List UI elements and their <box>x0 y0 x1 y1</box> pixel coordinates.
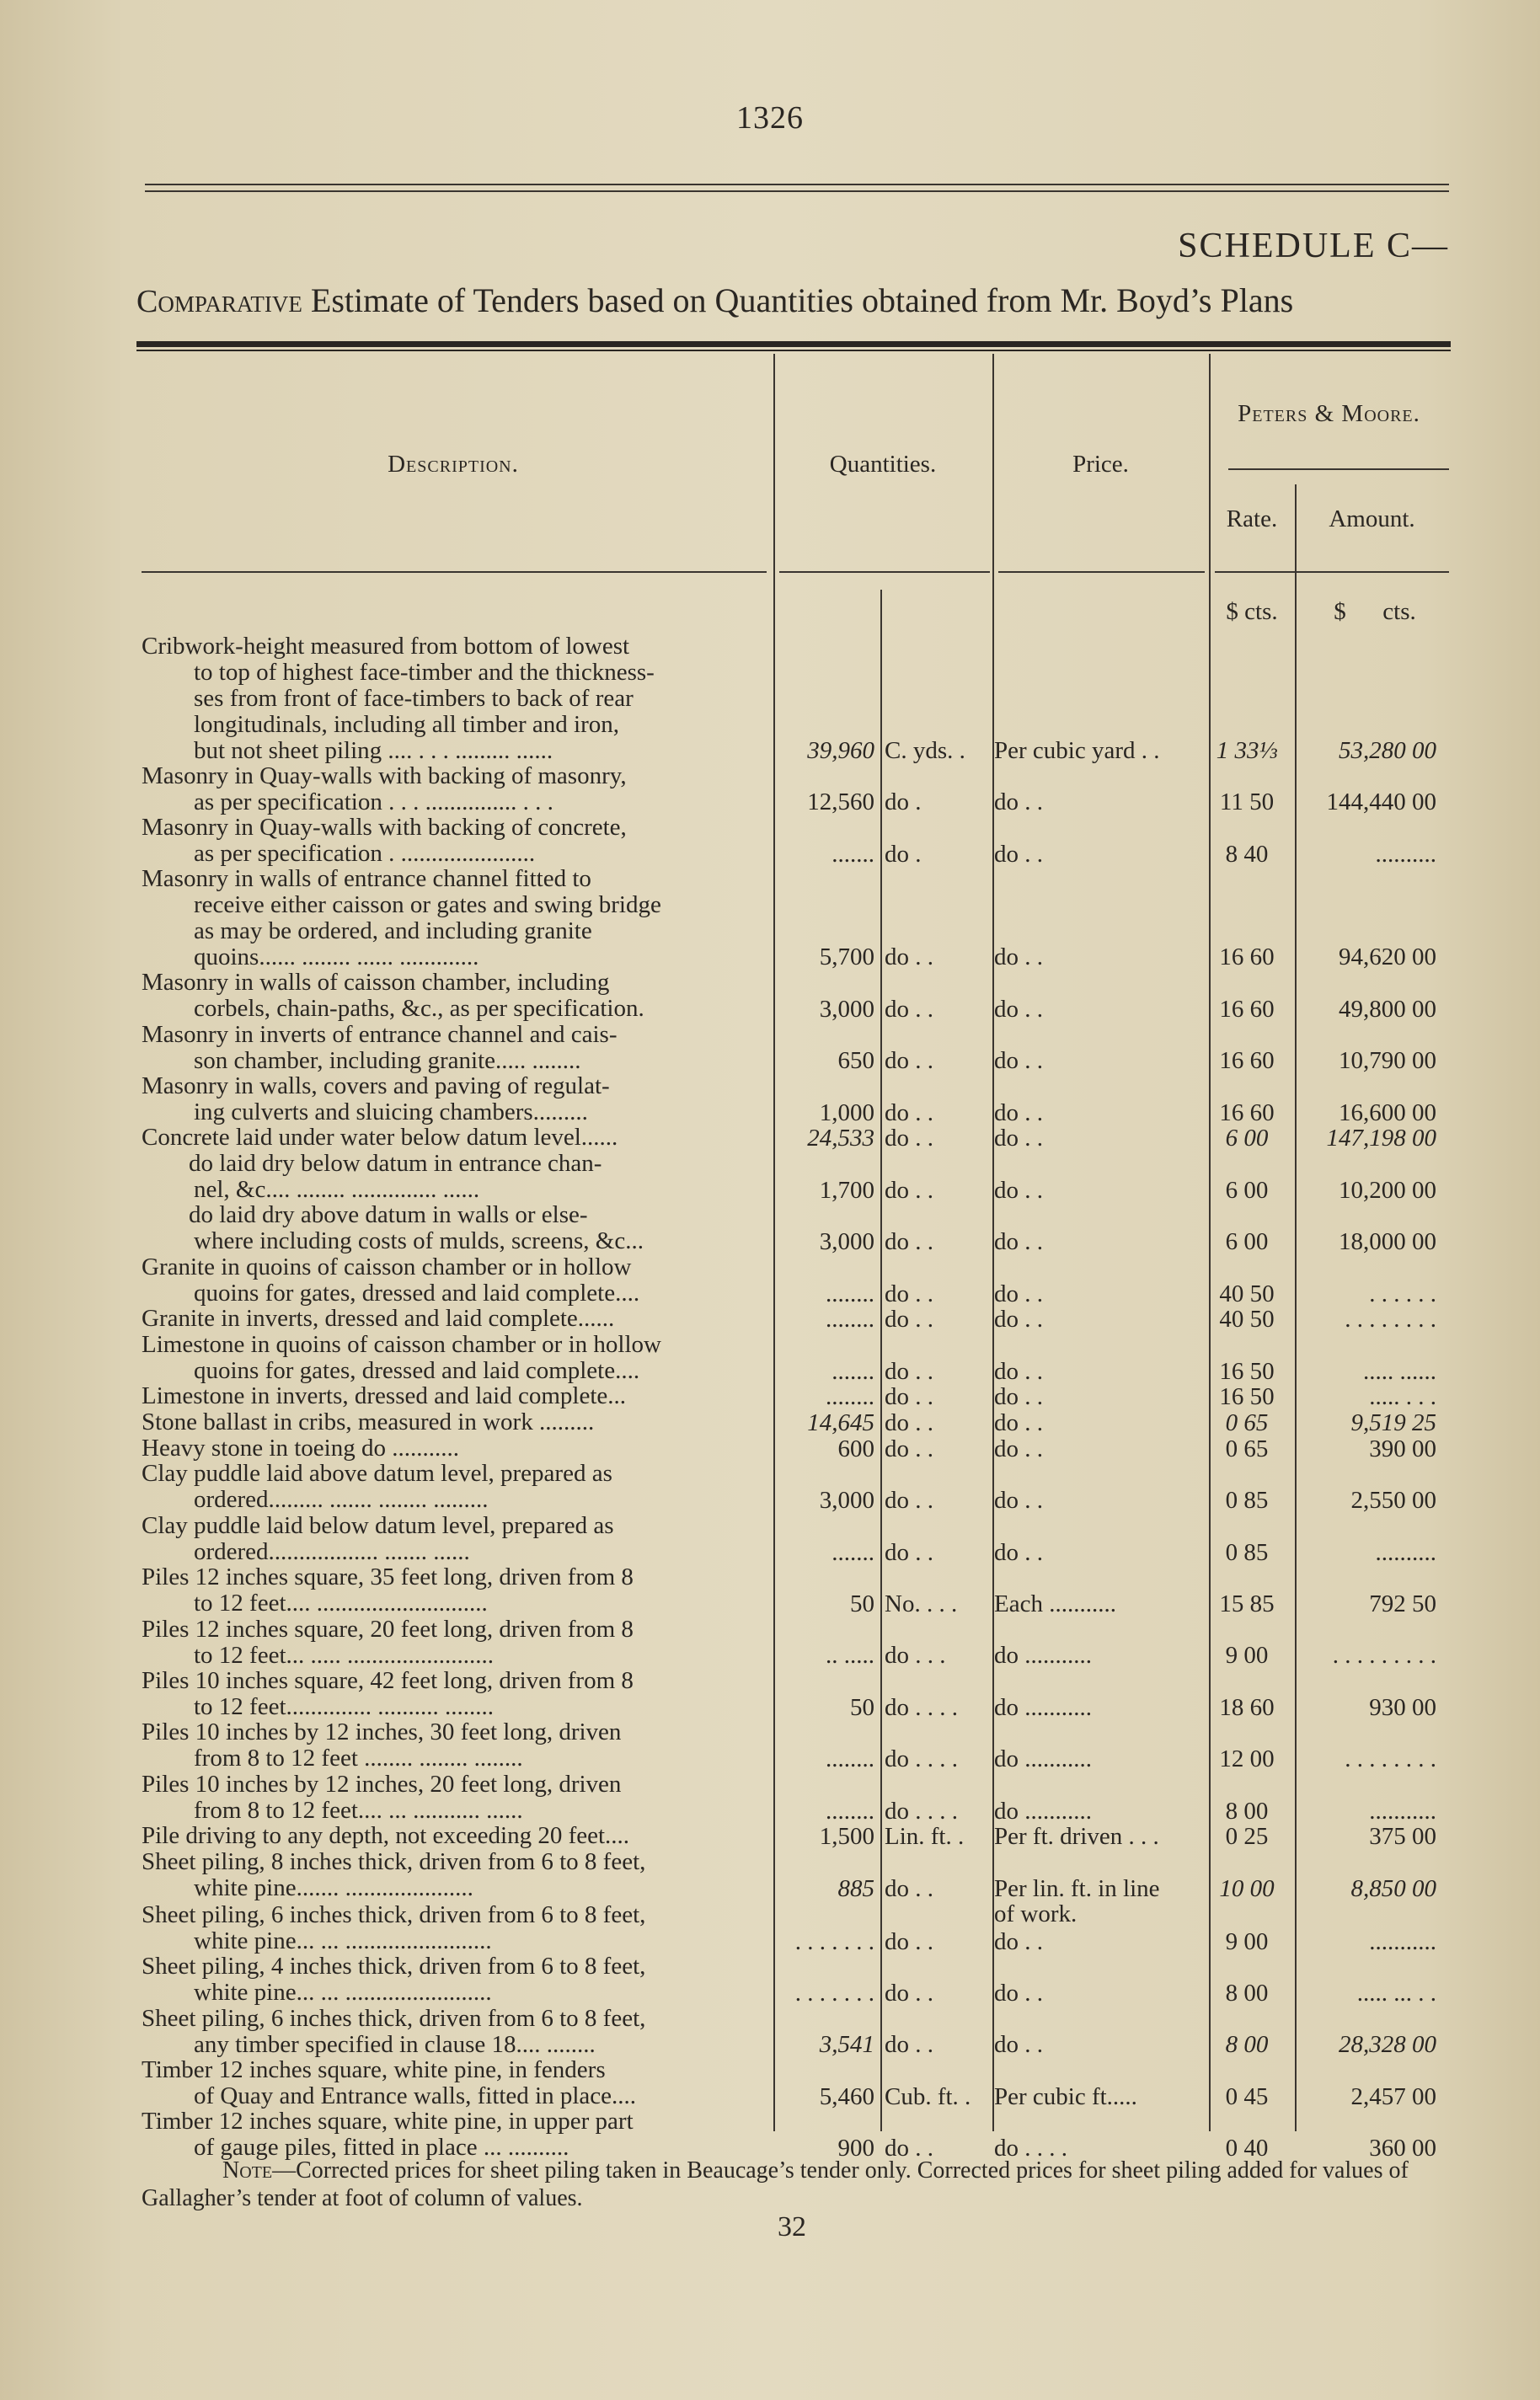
description-line: to 12 feet.............. .......... ........ <box>194 1694 495 1720</box>
rate-value: 8 00 <box>1225 2031 1269 2059</box>
description-line: Masonry in walls of entrance channel fitted to <box>142 866 591 893</box>
amount-value: 28,328 00 <box>1339 2031 1436 2059</box>
schedule-title: SCHEDULE C— <box>1178 227 1449 265</box>
row-description <box>142 1125 765 1151</box>
description-line: as may be ordered, and including granite <box>194 918 592 945</box>
rate-value: 18 60 <box>1219 1693 1275 1721</box>
amount-value: 94,620 00 <box>1339 943 1436 971</box>
rate-value: 0 65 <box>1225 1435 1269 1462</box>
description-line: white pine... ... ........................ <box>194 1927 492 1954</box>
quantity-value: 600 <box>837 1435 874 1462</box>
rate-value: 0 45 <box>1225 2082 1269 2110</box>
description-line: Sheet piling, 6 inches thick, driven from 6 to 8 feet, <box>142 1901 646 1928</box>
description-line: Stone ballast in cribs, measured in work ......... <box>142 1409 595 1435</box>
header-bottom-rule-firm <box>1215 571 1449 573</box>
rate-value: 16 50 <box>1219 1357 1275 1385</box>
description-line: ing culverts and sluicing chambers......... <box>194 1098 588 1125</box>
description-line: Piles 12 inches square, 20 feet long, driven from 8 <box>142 1616 634 1643</box>
quantity-unit: do . . <box>885 1538 933 1566</box>
header-firm: Peters & Moore. <box>1238 400 1420 427</box>
quantity-unit: do . . <box>885 2135 933 2162</box>
amount-value: 792 50 <box>1369 1590 1436 1617</box>
quantity-unit: do . . <box>885 1435 933 1462</box>
description-line: of Quay and Entrance walls, fitted in place.... <box>194 2083 637 2110</box>
header-description: Description. <box>388 451 519 478</box>
quantity-value: 900 <box>837 2135 874 2162</box>
price-basis-cont: of work. <box>994 1900 1077 1928</box>
quantity-unit: do . . . <box>885 1642 946 1670</box>
rate-value: 12 00 <box>1219 1745 1275 1773</box>
amount-value: . . . . . . . . <box>1345 1306 1436 1334</box>
description-line: longitudinals, including all timber and iron, <box>194 712 620 738</box>
amount-value: 8,850 00 <box>1350 1874 1436 1902</box>
description-line: Clay puddle laid below datum level, prepared as <box>142 1512 614 1539</box>
description-line: quoins...... ........ ...... ............. <box>194 944 479 971</box>
row-description <box>142 1073 765 1125</box>
subtitle-lead: Comparative <box>136 284 302 319</box>
amount-value: 930 00 <box>1369 1693 1436 1721</box>
price-basis: do . . <box>994 1176 1043 1204</box>
header-price: Price. <box>1072 451 1129 478</box>
row-description <box>142 1409 765 1435</box>
price-basis: do ........... <box>994 1642 1092 1670</box>
description-line: Sheet piling, 8 inches thick, driven from 6 to 8 feet, <box>142 1848 646 1875</box>
rate-value: 11 50 <box>1219 788 1275 816</box>
header-thin-rule <box>136 350 1451 351</box>
price-basis: do . . <box>994 1280 1043 1307</box>
rate-value: 6 00 <box>1225 1176 1269 1204</box>
quantity-unit: do . . <box>885 1280 933 1307</box>
subtitle-text: Estimate of Tenders based on Quantities obtained from Mr. Boyd’s Plans <box>310 281 1294 319</box>
price-basis: do ........... <box>994 1745 1092 1773</box>
description-line: ses from front of face-timbers to back of rear <box>194 686 634 712</box>
quantity-value: . . . . . . . <box>794 1979 874 2007</box>
description-line: Granite in quoins of caisson chamber or in hollow <box>142 1253 632 1280</box>
quantity-unit: do . <box>885 788 922 816</box>
description-line: corbels, chain-paths, &c., as per specification. <box>194 996 644 1023</box>
quantity-value: ....... <box>831 1538 874 1566</box>
description-line: white pine....... ..................... <box>194 1874 473 1901</box>
description-line: any timber specified in clause 18.... ........ <box>194 2031 596 2058</box>
price-basis: do . . <box>994 1098 1043 1126</box>
header-rate: Rate. <box>1226 505 1278 532</box>
description-line: Limestone in inverts, dressed and laid complete... <box>142 1383 627 1410</box>
quantity-value: 50 <box>850 1693 874 1721</box>
rate-value: 8 40 <box>1225 840 1269 868</box>
rate-value: 0 40 <box>1225 2135 1269 2162</box>
quantity-value: 885 <box>837 1874 874 1902</box>
description-line: Concrete laid under water below datum level...... <box>142 1125 618 1152</box>
description-line: Heavy stone in toeing do ........... <box>142 1435 459 1462</box>
row-description <box>142 1254 765 1307</box>
quantity-value: ....... <box>831 840 874 868</box>
description-line: Piles 10 inches by 12 inches, 30 feet long, driven <box>142 1719 622 1746</box>
description-line: Granite in inverts, dressed and laid complete...... <box>142 1306 615 1333</box>
price-basis: do . . . . <box>994 2135 1067 2162</box>
signature-number: 32 <box>778 2211 806 2242</box>
row-description <box>142 763 765 815</box>
row-description <box>142 1202 765 1254</box>
description-line: Piles 12 inches square, 35 feet long, driven from 8 <box>142 1564 634 1591</box>
description-line: nel, &c.... ........ .............. ...... <box>194 1177 480 1203</box>
header-bottom-rule-qty <box>779 571 990 573</box>
col-divider-quantity-unit <box>880 590 882 2131</box>
rate-value: 9 00 <box>1225 1642 1269 1670</box>
row-description <box>142 1772 765 1824</box>
rate-units: $ cts. <box>1226 598 1278 625</box>
price-basis: do . . <box>994 1435 1043 1462</box>
row-description <box>142 1332 765 1384</box>
quantity-value: 5,700 <box>819 943 874 971</box>
price-basis: do . . <box>994 1538 1043 1566</box>
rate-value: 1 33⅓ <box>1216 736 1278 764</box>
row-description <box>142 815 765 867</box>
row-description <box>142 1513 765 1565</box>
price-basis: do ........... <box>994 1797 1092 1825</box>
price-basis: do . . <box>994 1357 1043 1385</box>
header-amount: Amount. <box>1329 505 1415 532</box>
amount-value: 49,800 00 <box>1339 995 1436 1023</box>
rate-value: 16 60 <box>1219 943 1275 971</box>
row-description <box>142 1823 765 1849</box>
price-basis: do . . <box>994 1228 1043 1256</box>
quantity-unit: do . . <box>885 1874 933 1902</box>
amount-value: ........... <box>1369 1797 1436 1825</box>
description-line: Sheet piling, 6 inches thick, driven from 6 to 8 feet, <box>142 2005 646 2032</box>
quantity-unit: C. yds. . <box>885 736 965 764</box>
rate-value: 8 00 <box>1225 1979 1269 2007</box>
rate-value: 6 00 <box>1225 1228 1269 1256</box>
quantity-unit: do . . <box>885 943 933 971</box>
quantity-unit: do . . <box>885 1927 933 1955</box>
amount-value: 2,457 00 <box>1350 2082 1436 2110</box>
price-basis: do . . <box>994 2031 1043 2059</box>
top-rule-2 <box>145 190 1449 192</box>
row-description <box>142 2109 765 2161</box>
rate-value: 8 00 <box>1225 1797 1269 1825</box>
quantity-unit: do . . <box>885 1383 933 1411</box>
row-description <box>142 1435 765 1462</box>
description-line: son chamber, including granite..... ........ <box>194 1047 581 1074</box>
price-basis: do . . <box>994 1979 1043 2007</box>
quantity-value: 50 <box>850 1590 874 1617</box>
price-basis: do . . <box>994 1306 1043 1334</box>
row-description <box>142 1383 765 1409</box>
row-description <box>142 633 765 764</box>
description-line: to 12 feet.... ............................ <box>194 1590 488 1617</box>
description-line: Timber 12 inches square, white pine, in upper part <box>142 2109 634 2135</box>
quantity-value: 12,560 <box>807 788 874 816</box>
row-description <box>142 1719 765 1772</box>
quantity-unit: do . . <box>885 1047 933 1075</box>
quantity-value: ........ <box>826 1280 874 1307</box>
amount-value: . . . . . . <box>1369 1280 1436 1307</box>
row-description <box>142 1849 765 1901</box>
rate-value: 16 60 <box>1219 995 1275 1023</box>
description-line: to top of highest face-timber and the thickness- <box>194 660 655 686</box>
quantity-value: 1,000 <box>819 1098 874 1126</box>
footnote-text: —Corrected prices for sheet piling taken in Beaucage’s tender only. Corrected prices for sheet piling added for values of Gallagher’s tender at foot of column of values. <box>142 2157 1409 2211</box>
description-line: Masonry in walls of caisson chamber, including <box>142 970 610 997</box>
quantity-unit: Cub. ft. . <box>885 2082 971 2110</box>
quantity-value: 3,000 <box>819 995 874 1023</box>
description-line: where including costs of mulds, screens, &c... <box>194 1228 644 1255</box>
amount-value: ........... <box>1369 1927 1436 1955</box>
description-line: to 12 feet... ..... ........................ <box>194 1642 495 1669</box>
amount-value: 147,198 00 <box>1326 1125 1436 1152</box>
description-line: receive either caisson or gates and swing bridge <box>194 892 661 919</box>
description-line: Timber 12 inches square, white pine, in fenders <box>142 2057 606 2084</box>
rate-value: 10 00 <box>1219 1874 1275 1902</box>
price-basis: Per lin. ft. in line <box>994 1874 1160 1902</box>
rate-value: 0 65 <box>1225 1409 1269 1436</box>
row-description <box>142 1902 765 1954</box>
rate-value: 0 25 <box>1225 1823 1269 1851</box>
header-bottom-rule-desc <box>142 571 767 573</box>
quantity-value: ........ <box>826 1745 874 1773</box>
footnote <box>142 2157 1456 2212</box>
rate-value: 0 85 <box>1225 1487 1269 1515</box>
amount-value: 2,550 00 <box>1350 1487 1436 1515</box>
quantity-unit: do . . . . <box>885 1745 958 1773</box>
quantity-value: 650 <box>837 1047 874 1075</box>
description-line: from 8 to 12 feet ........ ........ ........ <box>194 1745 523 1772</box>
quantity-unit: do . . . . <box>885 1797 958 1825</box>
quantity-unit: do . . <box>885 1125 933 1152</box>
row-description <box>142 1151 765 1203</box>
description-line: do laid dry above datum in walls or else- <box>189 1202 588 1229</box>
quantity-value: 3,000 <box>819 1487 874 1515</box>
description-line: quoins for gates, dressed and laid complete.... <box>194 1357 640 1384</box>
rate-value: 40 50 <box>1219 1306 1275 1334</box>
rate-value: 6 00 <box>1225 1125 1269 1152</box>
price-basis: do . . <box>994 1047 1043 1075</box>
header-quantities: Quantities. <box>829 451 937 478</box>
quantity-value: ....... <box>831 1357 874 1385</box>
amount-value: ..... ...... <box>1363 1357 1436 1385</box>
description-line: Clay puddle laid above datum level, prepared as <box>142 1461 612 1488</box>
amount-value: 16,600 00 <box>1339 1098 1436 1126</box>
footnote-lead: Note <box>222 2157 273 2184</box>
col-divider-rate-amount <box>1295 484 1297 2131</box>
amount-value: 144,440 00 <box>1326 788 1436 816</box>
rate-value: 16 60 <box>1219 1098 1275 1126</box>
amount-units: $ cts. <box>1334 598 1416 625</box>
rate-value: 0 85 <box>1225 1538 1269 1566</box>
quantity-value: 14,645 <box>807 1409 874 1436</box>
amount-value: 390 00 <box>1369 1435 1436 1462</box>
row-description <box>142 1306 765 1332</box>
quantity-value: 24,533 <box>807 1125 874 1152</box>
quantity-unit: do . . <box>885 1228 933 1256</box>
description-line: Cribwork-height measured from bottom of lowest <box>142 633 630 660</box>
quantity-unit: do . <box>885 840 922 868</box>
amount-value: 360 00 <box>1369 2135 1436 2162</box>
page-number: 1326 <box>736 100 804 136</box>
quantity-unit: Lin. ft. . <box>885 1823 965 1851</box>
quantity-value: 3,000 <box>819 1228 874 1256</box>
quantity-value: . . . . . . . <box>794 1927 874 1955</box>
firm-underline <box>1228 468 1449 470</box>
price-basis: do . . <box>994 995 1043 1023</box>
price-basis: do . . <box>994 943 1043 971</box>
description-line: as per specification . . . ............... . . . <box>194 788 553 815</box>
description-line: Sheet piling, 4 inches thick, driven from 6 to 8 feet, <box>142 1954 646 1980</box>
quantity-unit: No. . . . <box>885 1590 958 1617</box>
price-basis: Per cubic yard . . <box>994 736 1160 764</box>
description-line: white pine... ... ........................ <box>194 1980 492 2007</box>
row-description <box>142 866 765 970</box>
amount-value: . . . . . . . . . <box>1332 1642 1436 1670</box>
row-description <box>142 970 765 1022</box>
quantity-value: ........ <box>826 1797 874 1825</box>
price-basis: do . . <box>994 1125 1043 1152</box>
description-line: Masonry in Quay-walls with backing of concrete, <box>142 814 627 841</box>
quantity-unit: do . . <box>885 995 933 1023</box>
description-line: Piles 10 inches by 12 inches, 20 feet long, driven <box>142 1771 622 1798</box>
description-line: Piles 10 inches square, 42 feet long, driven from 8 <box>142 1668 634 1694</box>
rate-value: 15 85 <box>1219 1590 1275 1617</box>
amount-value: ..... . . . <box>1369 1383 1436 1411</box>
rate-value: 16 50 <box>1219 1383 1275 1411</box>
description-line: do laid dry below datum in entrance chan- <box>189 1151 602 1177</box>
price-basis: Each ........... <box>994 1590 1116 1617</box>
quantity-value: 39,960 <box>807 736 874 764</box>
row-description <box>142 1022 765 1074</box>
description-line: Masonry in inverts of entrance channel and cais- <box>142 1021 618 1048</box>
amount-value: ..... ... . . <box>1356 1979 1436 2007</box>
price-basis: do . . <box>994 840 1043 868</box>
row-description <box>142 1564 765 1617</box>
quantity-value: 3,541 <box>819 2031 874 2059</box>
rate-value: 40 50 <box>1219 1280 1275 1307</box>
row-description <box>142 1954 765 2006</box>
row-description <box>142 2006 765 2058</box>
row-description <box>142 2057 765 2109</box>
amount-value: 53,280 00 <box>1339 736 1436 764</box>
description-line: but not sheet piling .... . . . ......... ...... <box>194 738 553 764</box>
price-basis: do ........... <box>994 1693 1092 1721</box>
quantity-unit: do . . <box>885 1979 933 2007</box>
quantity-value: 5,460 <box>819 2082 874 2110</box>
price-basis: do . . <box>994 788 1043 816</box>
quantity-value: .. ..... <box>826 1642 874 1670</box>
description-line: quoins for gates, dressed and laid complete.... <box>194 1280 640 1307</box>
price-basis: Per ft. driven . . . <box>994 1823 1159 1851</box>
amount-value: .......... <box>1375 840 1436 868</box>
price-basis: do . . <box>994 1409 1043 1436</box>
quantity-unit: do . . <box>885 1098 933 1126</box>
description-line: ordered......... ....... ........ ......... <box>194 1487 489 1514</box>
quantity-value: 1,700 <box>819 1176 874 1204</box>
quantity-unit: do . . <box>885 1487 933 1515</box>
amount-value: 10,200 00 <box>1339 1176 1436 1204</box>
description-line: of gauge piles, fitted in place ... .......... <box>194 2135 569 2162</box>
description-line: ordered.................. ....... ...... <box>194 1538 470 1565</box>
quantity-value: 1,500 <box>819 1823 874 1851</box>
price-basis: do . . <box>994 1487 1043 1515</box>
quantity-unit: do . . <box>885 1357 933 1385</box>
row-description <box>142 1668 765 1720</box>
amount-value: 18,000 00 <box>1339 1228 1436 1256</box>
price-basis: do . . <box>994 1927 1043 1955</box>
price-basis: Per cubic ft..... <box>994 2082 1137 2110</box>
amount-value: 9,519 25 <box>1350 1409 1436 1436</box>
description-line: Masonry in walls, covers and paving of regulat- <box>142 1072 610 1099</box>
description-line: Limestone in quoins of caisson chamber or in hollow <box>142 1331 661 1358</box>
amount-value: 375 00 <box>1369 1823 1436 1851</box>
row-description <box>142 1617 765 1669</box>
amount-value: . . . . . . . . <box>1345 1745 1436 1773</box>
row-description <box>142 1461 765 1513</box>
header-bottom-rule-price <box>998 571 1205 573</box>
rate-value: 9 00 <box>1225 1927 1269 1955</box>
description-line: Pile driving to any depth, not exceeding 20 feet.... <box>142 1823 630 1850</box>
amount-value: 10,790 00 <box>1339 1047 1436 1075</box>
description-line: Masonry in Quay-walls with backing of masonry, <box>142 762 627 789</box>
header-thick-rule <box>136 341 1451 347</box>
top-rule <box>145 184 1449 185</box>
quantity-value: ........ <box>826 1383 874 1411</box>
quantity-unit: do . . <box>885 1409 933 1436</box>
amount-value: .......... <box>1375 1538 1436 1566</box>
quantity-unit: do . . . . <box>885 1693 958 1721</box>
quantity-value: ........ <box>826 1306 874 1334</box>
rate-value: 16 60 <box>1219 1047 1275 1075</box>
table-subtitle <box>136 281 1451 320</box>
description-line: from 8 to 12 feet.... ... ........... ...... <box>194 1797 523 1824</box>
description-line: as per specification . ...................... <box>194 840 536 867</box>
quantity-unit: do . . <box>885 2031 933 2059</box>
quantity-unit: do . . <box>885 1306 933 1334</box>
price-basis: do . . <box>994 1383 1043 1411</box>
quantity-unit: do . . <box>885 1176 933 1204</box>
